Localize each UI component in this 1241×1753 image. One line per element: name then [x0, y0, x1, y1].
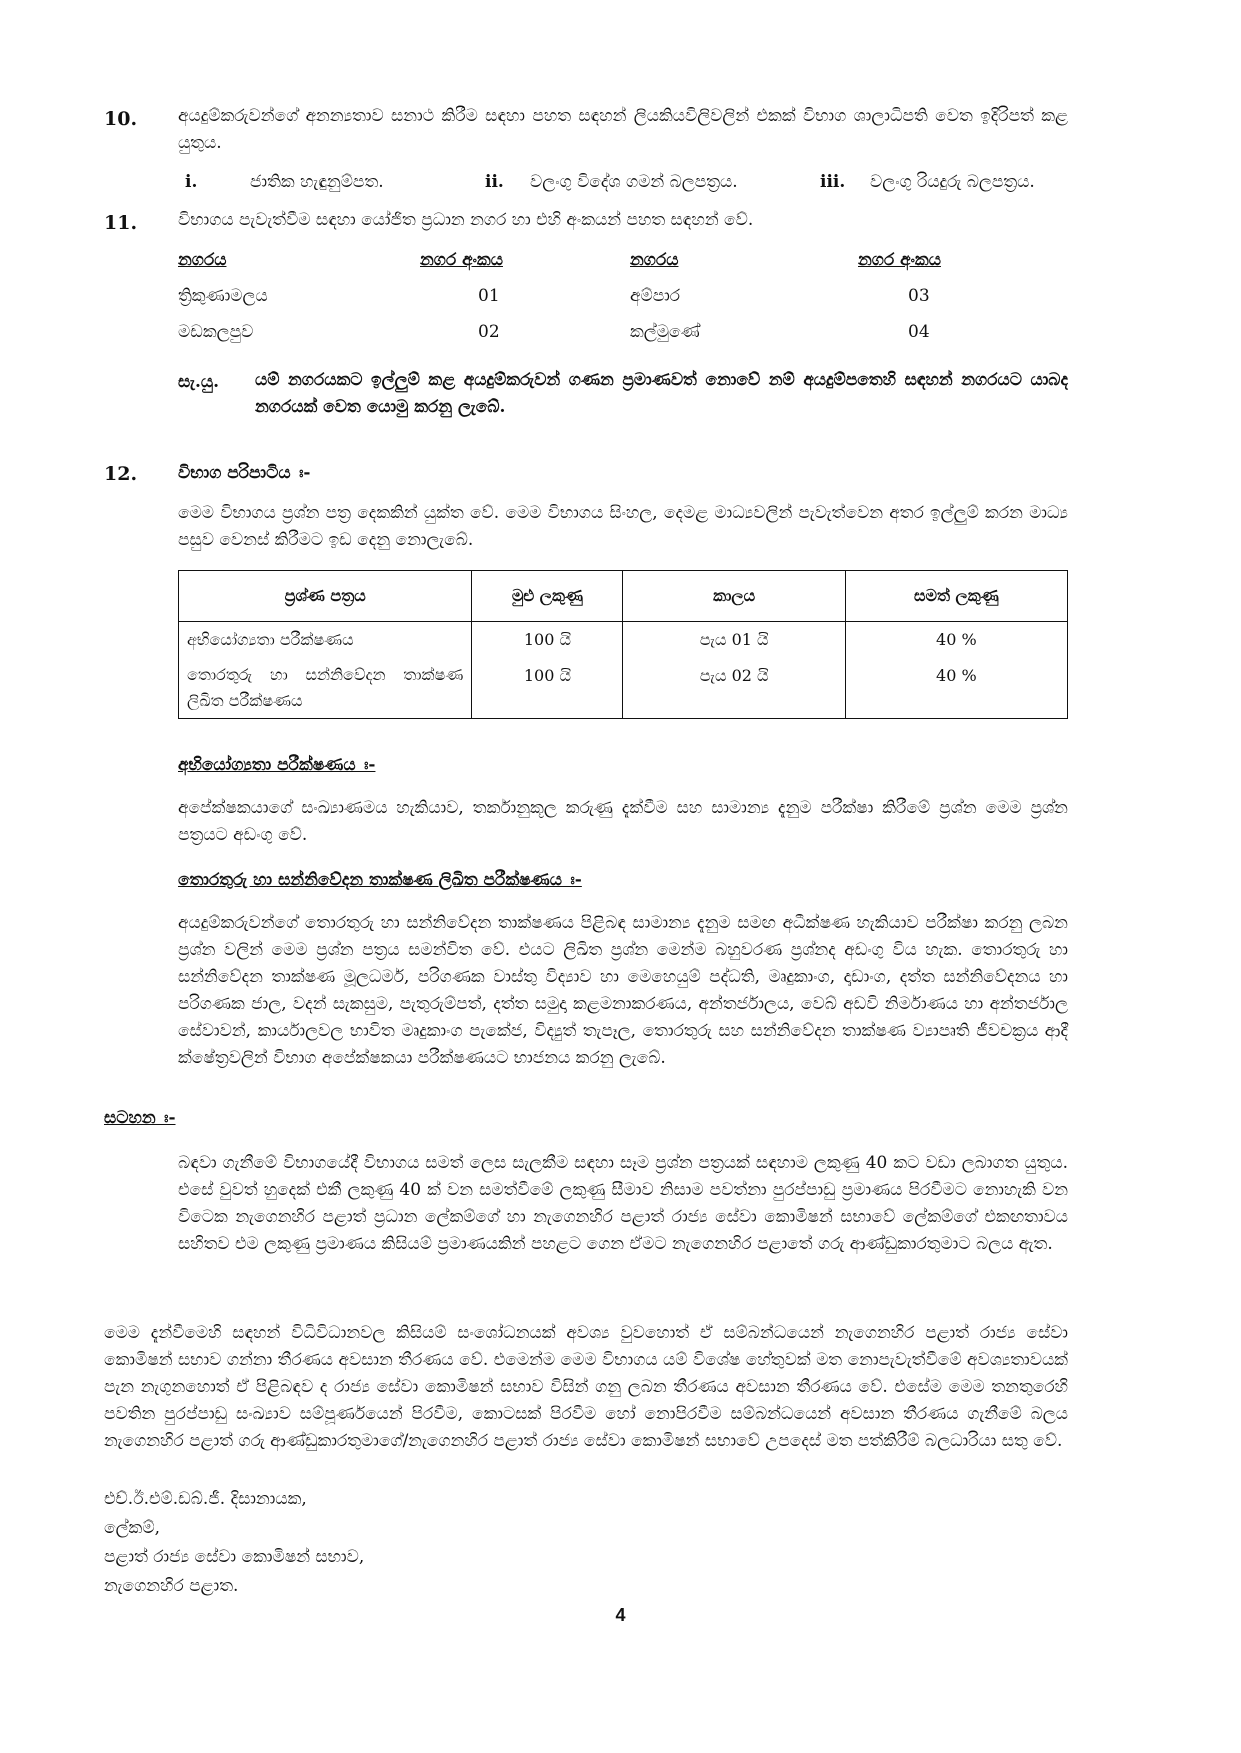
signature-title: ලේකම්, — [104, 1518, 160, 1538]
city-note-text: යම් නගරයකට ඉල්ලුම් කළ අයදුම්කරුවන් ගණන ප්‍රමාණවත් නොවේ නම් අයදුම්පතෙහි සඳහන් නගරයට යාබද නගරයක් වෙත යොමු කරනු ලැබේ. — [255, 370, 1068, 417]
duration-ict: පැය 02 යි — [699, 666, 769, 685]
section-12-intro: මෙම විභාගය ප්‍රශ්න පත්‍ර දෙකකින් යුක්ත වේ. මෙම විභාගය සිංහල, දෙමළ මාධ්‍යවලින් පැවැත්වෙන අතර ඉල්ලුම් කරන මාධ්‍ය පසුව වෙනස් කිරීමට ඉඩ දෙනු නොලැබේ. — [178, 503, 1068, 550]
city-number-header-2: නගර අංකය — [858, 250, 941, 270]
pass-marks-ict: 40 % — [936, 666, 977, 685]
aptitude-heading: අභියෝග්‍යතා පරීක්ෂණය ඃ- — [178, 755, 376, 775]
total-marks-aptitude: 100 යි — [523, 630, 571, 649]
section-12-heading: විභාග පරිපාටිය ඃ- — [178, 463, 311, 483]
city-ampara: අම්පාර — [630, 286, 681, 306]
note-text: බඳවා ගැනීමේ විභාගයේදී විභාගය සමත් ලෙස සැලකීම සඳහා සෑම ප්‍රශ්න පත්‍රයක් සඳහාම ලකුණු 40 කට වඩා ලබාගත යුතුය. එසේ වුවත් හුදෙක් එකී ලකුණු 40 ක් වන සමත්වීමේ ලකුණු සීමාව නිසාම පවත්නා පුරප්පාඩු ප්‍රමාණය පිරවීමට නොහැකි වන විටෙක නැගෙනහිර පළාත් ප්‍රධාන ලේකම්ගේ හා නැගෙනහිර පළාත් රාජ්‍ය සේවා කොමිෂන් සභාවේ ලේකම්ගේ එකඟතාවය සහිතව එම ලකුණු ප්‍රමාණය කිසියම් ප්‍රමාණයකින් පහළට ගෙන ඒමට නැගෙනහිර පළාතේ ගරු ආණ්ඩුකාරතුමාට බලය ඇත. — [178, 1153, 1068, 1254]
city-kalmunai: කල්මුණේ — [630, 322, 700, 342]
signature-province: නැගෙනහිර පළාත. — [104, 1576, 239, 1596]
signature-name: එච්.ඊ.එම්.ඩබ්.ජී. දිසානායක, — [104, 1489, 307, 1509]
signature-organization: පළාත් රාජ්‍ය සේවා කොමිෂන් සභාව, — [104, 1547, 365, 1567]
section-12-number: 12. — [104, 463, 138, 485]
col-header-duration: කාලය — [623, 571, 845, 622]
aptitude-text: අපේක්ෂකයාගේ සංඛ්‍යාණමය හැකියාව, තර්කානුකූල කරුණු දැක්වීම සහ සාමාන්‍ය දැනුම පරීක්ෂා කිරීමේ ප්‍රශ්න මෙම ප්‍රශ්න පත්‍රයට අඩංගු වේ. — [178, 798, 1068, 845]
section-10-text: අයදුම්කරුවන්ගේ අනන්‍යතාව සනාථ කිරීම සඳහා පහත සඳහන් ලියකියවිලිවලින් එකක් විභාග ශාලාධිපති වෙත ඉදිරිපත් කළ යුතුය. — [178, 106, 1068, 153]
section-11-number: 11. — [104, 212, 138, 234]
id-item-3-marker: iii. — [820, 172, 846, 192]
note-label: සැ.යු. — [178, 372, 220, 392]
city-number-02: 02 — [478, 322, 500, 342]
page-number: 4 — [615, 1605, 626, 1625]
col-header-pass-marks: සමත් ලකුණු — [845, 571, 1067, 622]
section-11-text: විභාගය පැවැත්වීම සඳහා යෝජිත ප්‍රධාන නගර හා එහි අංකයන් පහත සඳහන් වේ. — [178, 210, 754, 230]
ict-text: අයදුම්කරුවන්ගේ තොරතුරු හා සන්නිවේදන තාක්ෂණය පිළිබඳ සාමාන්‍ය දැනුම සමඟ අධීක්ෂණ හැකියාව පරීක්ෂා කරනු ලබන ප්‍රශ්න වලින් මෙම ප්‍රශ්න පත්‍රය සමන්විත වේ. එයට ලිඛිත ප්‍රශ්න මෙන්ම බහුවරණ ප්‍රශ්නද අඩංගු විය හැක. තොරතුරු හා සන්නිවේදන තාක්ෂණ මූලධර්ම, පරිගණක වාස්තු විද්‍යාව හා මෙහෙයුම් පද්ධති, මෘදුකාංග, දෘඩාංග, දත්ත සන්නිවේදනය හා පරිගණක ජාල, වදන් සැකසුම, පැතුරුම්පත්, දත්ත සමුදා කළමනාකරණය, අන්තර්ජාලය, වෙබ් අඩවි නිර්මාණය හා අන්තර්ජාල සේවාවන්, කාර්යාලවල භාවිත මෘදුකාංග පැකේජ, විද්‍යුත් තැපෑල, තොරතුරු සහ සන්නිවේදන තාක්ෂණ ව්‍යාපෘති ජීවචක්‍රය ආදී ක්ෂේත්‍රවලින් විභාග අපේක්ෂකයා පරීක්ෂණයට භාජනය කරනු ලැබේ. — [178, 913, 1068, 1068]
col-header-paper: ප්‍රශ්ණ පත්‍රය — [179, 571, 472, 622]
id-item-1-marker: i. — [185, 172, 198, 192]
city-trincomalee: ත්‍රිකුණාමලය — [178, 286, 268, 306]
id-item-3-text: වලංගු රියදුරු බලපත්‍රය. — [870, 172, 1035, 192]
id-item-1-text: ජාතික හැඳුනුම්පත. — [250, 172, 384, 192]
signature-block — [104, 1485, 364, 1601]
city-number-header-1: නගර අංකය — [420, 250, 503, 270]
city-batticaloa: මඩකලපුව — [178, 322, 254, 342]
duration-cell — [623, 622, 845, 719]
closing-paragraph: මෙම දැන්වීමෙහි සඳහන් විධිවිධානවල කිසියම් සංශෝධනයක් අවශ්‍ය වුවහොත් ඒ සම්බන්ධයෙන් නැගෙනහිර පළාත් රාජ්‍ය සේවා කොමිෂන් සභාව ගන්නා තීරණය අවසාන තීරණය වේ. එමෙන්ම මෙම විභාගය යම් විශේෂ හේතුවක් මත නොපැවැත්වීමේ අවශ්‍යතාවයක් පැන නැගුනහොත් ඒ පිළිබඳව ද රාජ්‍ය සේවා කොමිෂන් සභාව විසින් ගනු ලබන තීරණය අවසාන තීරණය වේ. එසේම මෙම තනතුරෙහි පවතින පුරප්පාඩු සංඛ්‍යාව සම්පූර්ණයෙන් පිරවීම, කොටසක් පිරවීම හෝ නොපිරවීම සම්බන්ධයෙන් අවසාන තීරණය ගැනීමේ බලය නැගෙනහිර පළාත් ගරු ආණ්ඩුකාරතුමාගේ/නැගෙනහිර පළාත් රාජ්‍ය සේවා කොමිෂන් සභාවේ උපදෙස් මත පත්කිරීම් බලධාරියා සතු වේ. — [104, 1323, 1068, 1451]
pass-marks-cell — [845, 622, 1067, 719]
table-row — [179, 622, 1068, 719]
ict-heading: තොරතුරු හා සන්නිවේදන තාක්ෂණ ලිඛිත පරීක්ෂණය ඃ- — [178, 870, 582, 890]
id-item-2-text: වලංගු විදේශ ගමන් බලපත්‍රය. — [530, 172, 738, 192]
city-number-03: 03 — [908, 286, 930, 306]
paper-ict: තොරතුරු හා සන්නිවේදන තාක්ෂණ ලිඛිත පරීක්ෂණය — [187, 665, 464, 710]
id-item-2-marker: ii. — [485, 172, 504, 192]
section-10-number: 10. — [104, 108, 138, 130]
total-marks-ict: 100 යි — [523, 666, 571, 685]
total-marks-cell — [472, 622, 623, 719]
note-heading: සටහන ඃ- — [104, 1108, 176, 1128]
col-header-total-marks: මුළු ලකුණු — [472, 571, 623, 622]
city-header-2: නගරය — [630, 250, 679, 270]
paper-aptitude: අභියෝග්‍යතා පරීක්ෂණය — [187, 630, 354, 649]
paper-cell — [179, 622, 472, 719]
exam-papers-table — [178, 570, 1068, 719]
city-number-04: 04 — [908, 322, 930, 342]
city-header-1: නගරය — [178, 250, 227, 270]
city-number-01: 01 — [478, 286, 500, 306]
table-header-row — [179, 571, 1068, 622]
pass-marks-aptitude: 40 % — [936, 630, 977, 649]
duration-aptitude: පැය 01 යි — [699, 630, 769, 649]
